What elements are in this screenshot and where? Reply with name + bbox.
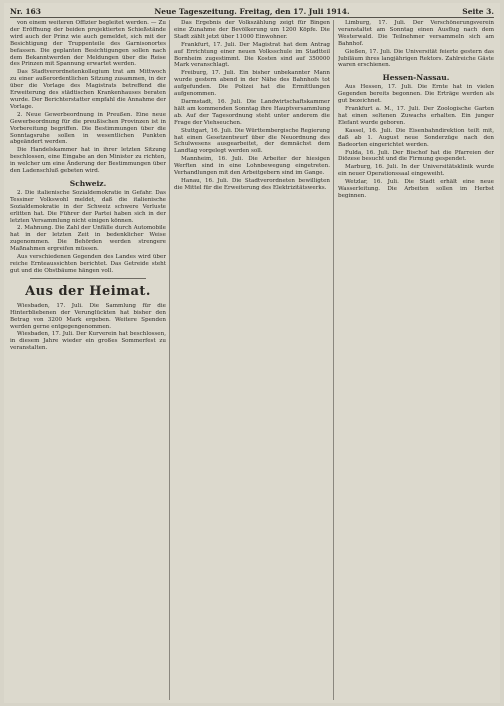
article-paragraph: Kassel, 16. Juli. Die Eisenbahndirektion teilt mit, daß ab 1. August neue Sonderzüge nach den Badeorten eingerichtet werden. — [338, 127, 494, 148]
article-paragraph: Wiesbaden, 17. Juli. Die Sammlung für die Hinterbliebenen der Verunglückten hat bisher den Betrag von 3200 Mark ergeben. Weitere Spenden werden gerne entgegengenommen. — [10, 302, 166, 330]
page-header — [10, 6, 494, 17]
column-3 — [338, 20, 494, 700]
article-paragraph: Mannheim, 16. Juli. Die Arbeiter der hiesigen Werften sind in eine Lohnbewegung eingetreten. Verhandlungen mit den Arbeitgebern sind im Gange. — [174, 156, 330, 177]
article-paragraph: von einem weiteren Offizier begleitet werden. — Zu der Eröffnung der beiden projektierten Schießstände wird auch der Prinz wie auch gemeldet, sich mit der Besichtigung der Truppenteile des Garnisonortes befassen. Die geplanten Besichtigungen sollen nach dem Bekanntwerden der Meldungen über die Reise des Prinzen mit Spannung erwartet werden. — [10, 20, 166, 68]
article-paragraph: Limburg, 17. Juli. Der Verschönerungsverein veranstaltet am Sonntag einen Ausflug nach dem Westerwald. Die Teilnehmer versammeln sich am Bahnhof. — [338, 20, 494, 47]
column-2 — [174, 20, 330, 700]
article-paragraph: Die Handelskammer hat in ihrer letzten Sitzung beschlossen, eine Eingabe an den Minister zu richten, in welcher um eine Änderung der Bestimmungen über den Ladenschluß gebeten wird. — [10, 147, 166, 175]
article-paragraph: 2. Neue Gewerbeordnung in Preußen. Eine neue Gewerbeordnung für die preußischen Provinzen ist in Vorbereitung begriffen. Die Bestimmungen über die Sonntagsruhe sollen in wesentlichen Punkten abgeändert werden. — [10, 111, 166, 146]
masthead-title: Neue Tageszeitung. Freitag, den 17. Juli 1914. — [154, 7, 350, 16]
page-number: Seite 3. — [462, 7, 494, 16]
section-heading-heimat: Aus der Heimat. — [25, 283, 151, 299]
article-paragraph: Gießen, 17. Juli. Die Universität feierte gestern das Jubiläum ihres langjährigen Rektors. Zahlreiche Gäste waren erschienen. — [338, 48, 494, 69]
article-paragraph: Hanau, 16. Juli. Die Stadtverordneten bewilligten die Mittel für die Erweiterung des Elektrizitätswerks. — [174, 177, 330, 191]
article-paragraph: Marburg, 16. Juli. In der Universitätsklinik wurde ein neuer Operationssaal eingeweiht. — [338, 164, 494, 178]
newspaper-page — [4, 3, 500, 703]
article-paragraph: Stuttgart, 16. Juli. Die Württembergische Regierung hat einen Gesetzentwurf über die Neuordnung des Schulwesens ausgearbeitet, der demnächst dem Landtag vorgelegt werden soll. — [174, 127, 330, 155]
article-paragraph: 2. Die italienische Sozialdemokratie in Gefahr. Das Tessiner Volkswohl meldet, daß die italienische Sozialdemokratie in der Schweiz schwere Verluste erlitten hat. Die Führer der Partei haben sich in der letzten Versammlung nicht einigen können. — [10, 189, 166, 224]
article-paragraph: Wetzlar, 16. Juli. Die Stadt erhält eine neue Wasserleitung. Die Arbeiten sollen im Herbst beginnen. — [338, 179, 494, 199]
issue-number: Nr. 163 — [10, 7, 41, 16]
column-divider — [333, 20, 334, 700]
article-paragraph: Wiesbaden, 17. Juli. Der Kurverein hat beschlossen, in diesem Jahre wieder ein großes Sommerfest zu veranstalten. — [10, 331, 166, 352]
article-paragraph: Das Stadtverordnetenkollegium trat am Mittwoch zu einer außerordentlichen Sitzung zusammen, in der über die Vorlage des Magistrats betreffend die Erweiterung des städtischen Krankenhauses beraten wurde. Der Berichterstatter empfahl die Annahme der Vorlage. — [10, 69, 166, 110]
article-paragraph: 2. Mahnung. Die Zahl der Unfälle durch Automobile hat in der letzten Zeit in bedenklicher Weise zugenommen. Die Behörden werden strengere Maßnahmen ergreifen müssen. — [10, 225, 166, 253]
article-paragraph: Aus verschiedenen Gegenden des Landes wird über reiche Ernteaussichten berichtet. Das Getreide steht gut und die Obstbäume hängen voll. — [10, 254, 166, 274]
article-paragraph: Aus Hessen, 17. Juli. Die Ernte hat in vielen Gegenden bereits begonnen. Die Erträge werden als gut bezeichnet. — [338, 84, 494, 105]
header-rule — [10, 17, 494, 18]
section-heading-hessen: Hessen-Nassau. — [382, 73, 450, 83]
article-paragraph: Fulda, 16. Juli. Der Bischof hat die Pfarreien der Diözese besucht und die Firmung gespendet. — [338, 149, 494, 163]
article-paragraph: Frankfurt a. M., 17. Juli. Der Zoologische Garten hat einen seltenen Zuwachs erhalten. Ein junger Elefant wurde geboren. — [338, 106, 494, 126]
article-paragraph: Freiburg, 17. Juli. Ein bisher unbekannter Mann wurde gestern abend in der Nähe des Bahnhofs tot aufgefunden. Die Polizei hat die Ermittlungen aufgenommen. — [174, 70, 330, 98]
article-paragraph: Darmstadt, 16. Juli. Die Landwirtschaftskammer hält am kommenden Sonntag ihre Hauptversammlung ab. Auf der Tagesordnung steht unter anderem die Frage der Viehseuchen. — [174, 98, 330, 126]
article-paragraph: Frankfurt, 17. Juli. Der Magistrat hat dem Antrag auf Errichtung einer neuen Volksschule im Stadtteil Bornheim zugestimmt. Die Kosten sind auf 350000 Mark veranschlagt. — [174, 41, 330, 69]
section-rule — [30, 278, 146, 279]
article-paragraph: Das Ergebnis der Volkszählung zeigt für Bingen eine Zunahme der Bevölkerung um 1200 Köpfe. Die Stadt zählt jetzt über 11000 Einwohner. — [174, 20, 330, 40]
column-1 — [10, 20, 166, 700]
column-divider — [169, 20, 170, 700]
section-heading-schweiz: Schweiz. — [69, 178, 107, 188]
